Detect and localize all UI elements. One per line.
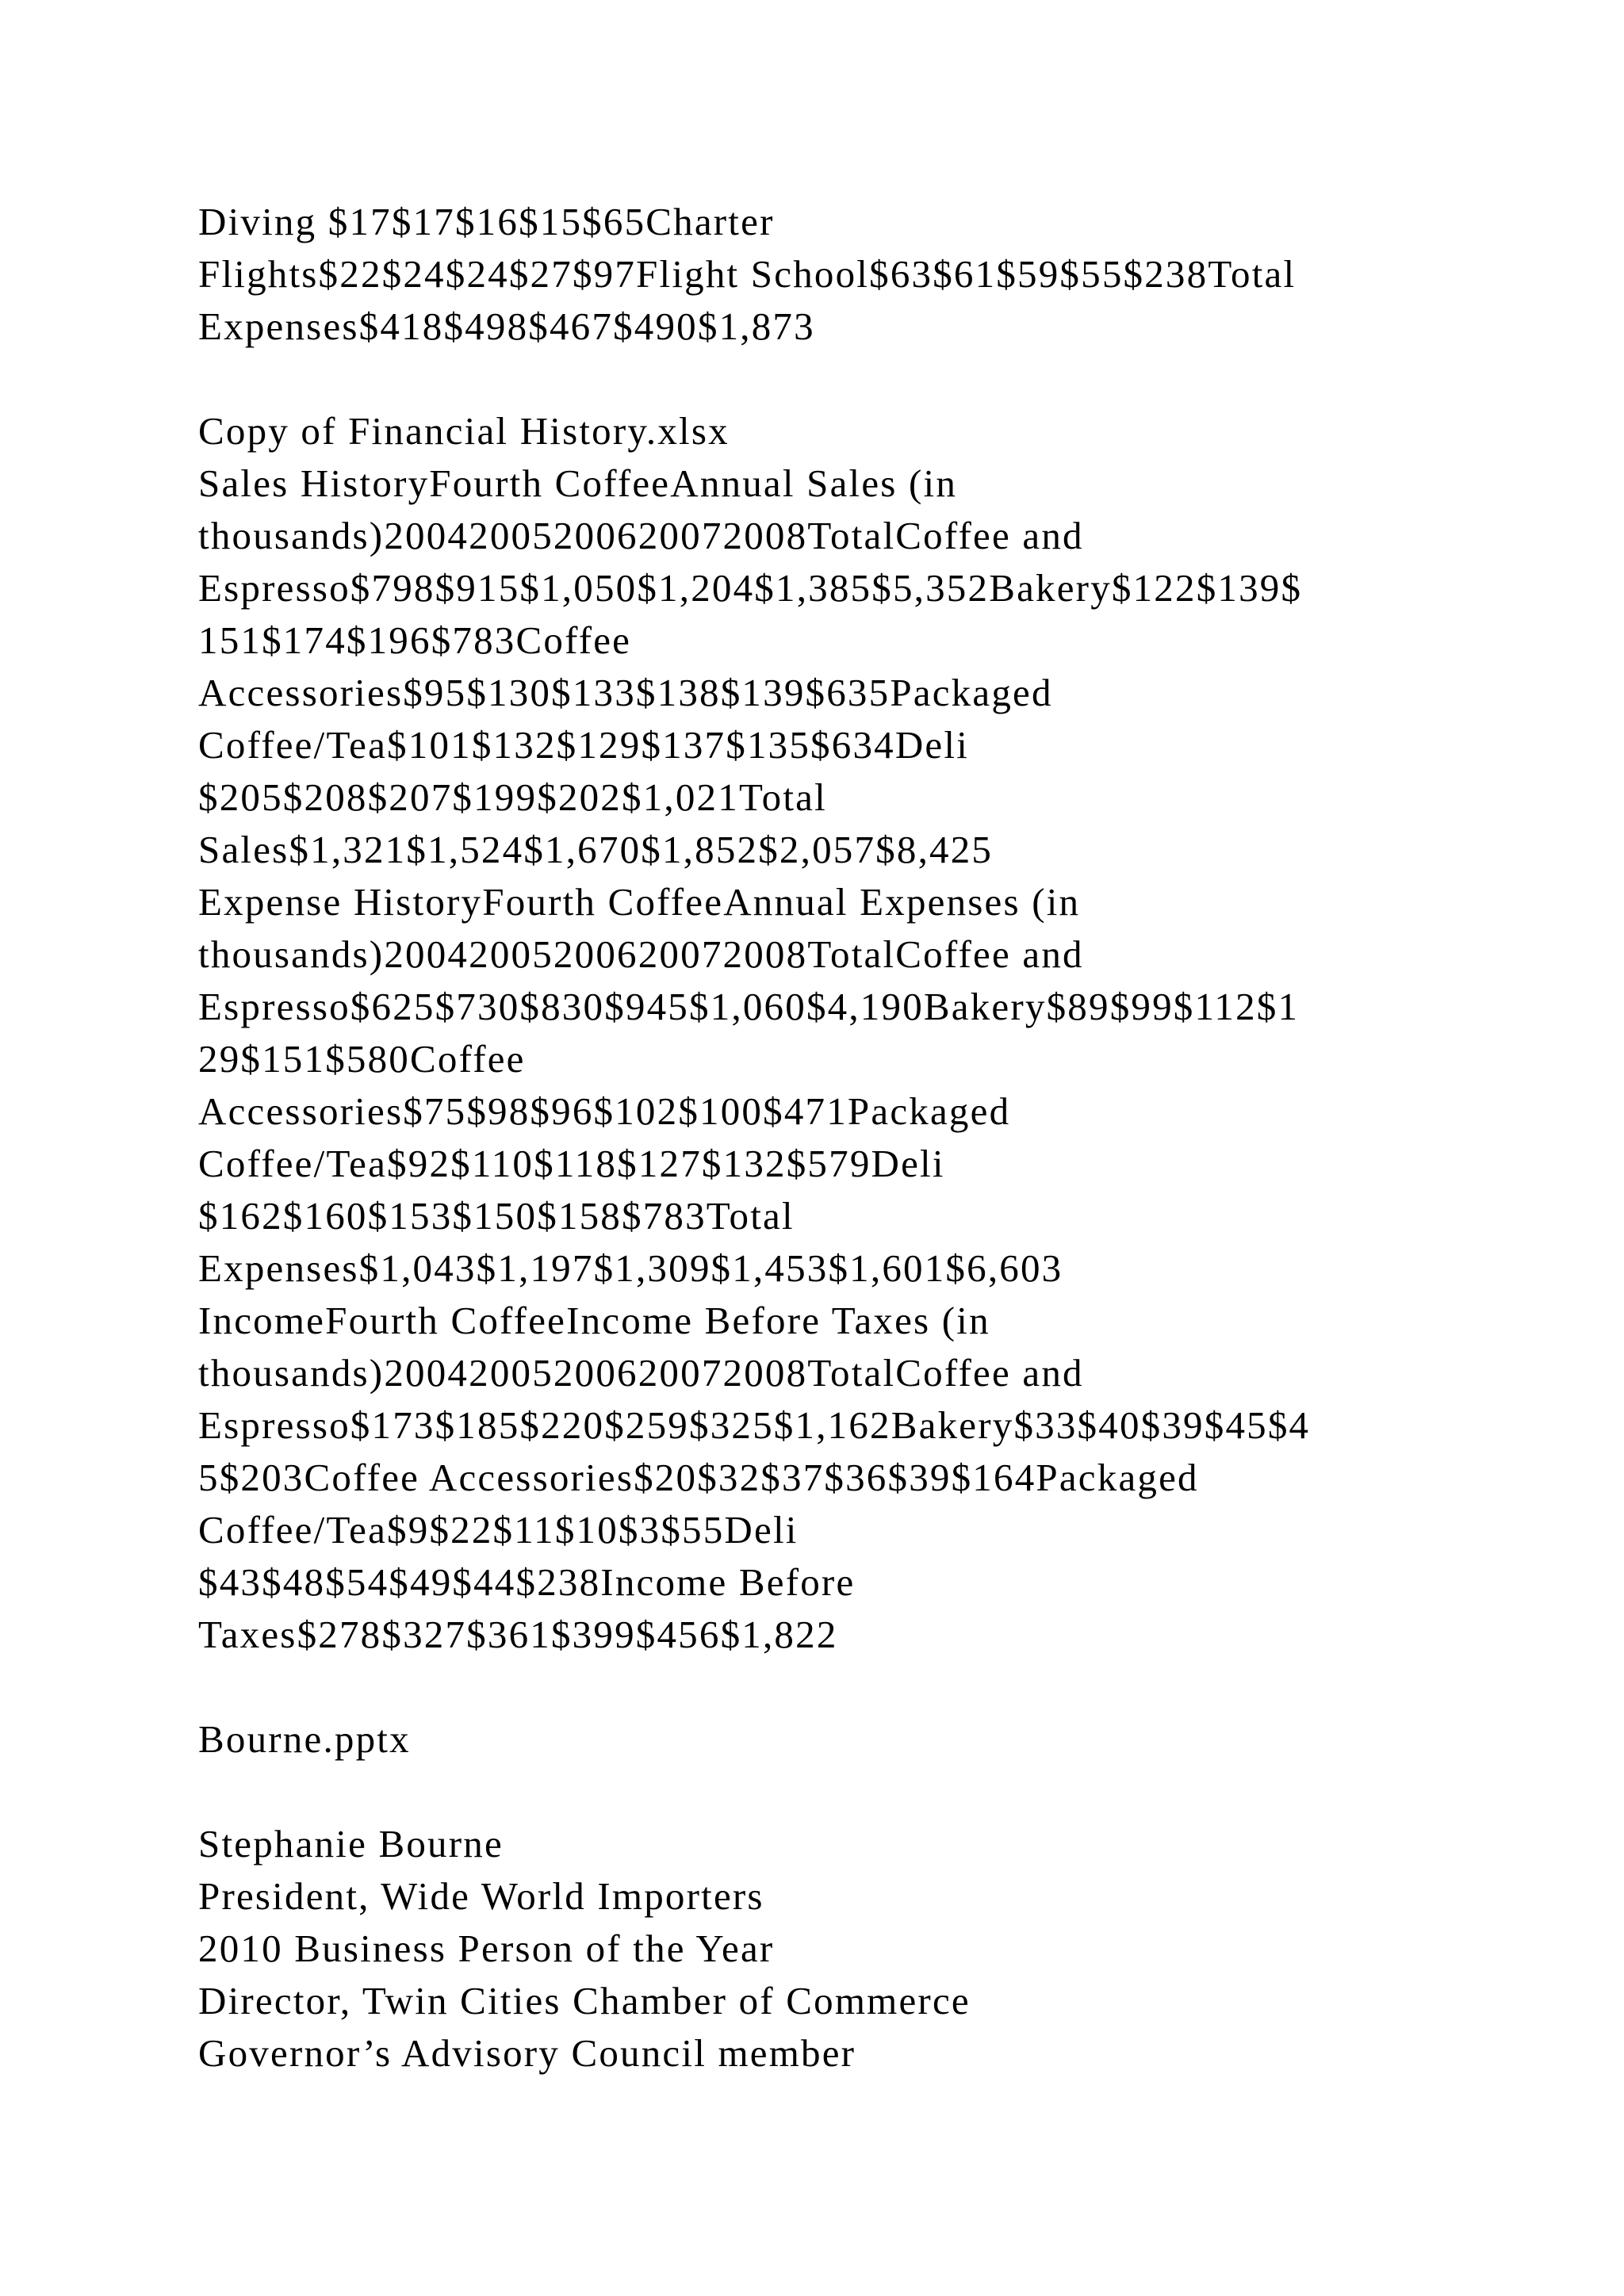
blank-line [198, 1766, 1507, 1818]
blank-line [198, 353, 1507, 405]
text-line: Espresso$798$915$1,050$1,204$1,385$5,352Bakery$122$139$ [198, 566, 1303, 610]
text-line: Sales HistoryFourth CoffeeAnnual Sales (in [198, 461, 958, 505]
text-line: Espresso$625$730$830$945$1,060$4,190Bakery$89$99$112$1 [198, 985, 1300, 1028]
blank-line [198, 1661, 1507, 1713]
text-line: Stephanie Bourne [198, 1822, 504, 1866]
text-line: Bourne.pptx [198, 1717, 411, 1761]
text-line: Diving $17$17$16$15$65Charter [198, 200, 775, 243]
text-line: President, Wide World Importers [198, 1874, 764, 1918]
text-line: Flights$22$24$24$27$97Flight School$63$61$59$55$238Total [198, 252, 1297, 296]
text-line: Espresso$173$185$220$259$325$1,162Bakery$33$40$39$45$4 [198, 1403, 1311, 1447]
text-line: Director, Twin Cities Chamber of Commerce [198, 1979, 971, 2022]
text-line: Copy of Financial History.xlsx [198, 409, 730, 453]
document-body [198, 196, 1507, 2080]
text-line: thousands)20042005200620072008TotalCoffee and [198, 514, 1084, 557]
text-line: $205$208$207$199$202$1,021Total [198, 775, 827, 819]
text-line: 5$203Coffee Accessories$20$32$37$36$39$164Packaged [198, 1456, 1199, 1499]
text-line: Expenses$418$498$467$490$1,873 [198, 304, 815, 348]
text-line: Accessories$95$130$133$138$139$635Packaged [198, 671, 1053, 714]
text-line: Coffee/Tea$101$132$129$137$135$634Deli [198, 723, 970, 767]
text-line: Expense HistoryFourth CoffeeAnnual Expenses (in [198, 880, 1081, 924]
text-line: Governor’s Advisory Council member [198, 2031, 856, 2075]
text-line: Expenses$1,043$1,197$1,309$1,453$1,601$6,603 [198, 1246, 1063, 1290]
text-line: Coffee/Tea$92$110$118$127$132$579Deli [198, 1142, 945, 1185]
text-line: $43$48$54$49$44$238Income Before [198, 1560, 856, 1604]
text-line: IncomeFourth CoffeeIncome Before Taxes (in [198, 1299, 990, 1342]
text-line: Accessories$75$98$96$102$100$471Packaged [198, 1089, 1011, 1133]
text-line: Sales$1,321$1,524$1,670$1,852$2,057$8,425 [198, 828, 994, 871]
text-line: $162$160$153$150$158$783Total [198, 1194, 795, 1238]
text-line: 2010 Business Person of the Year [198, 1927, 775, 1970]
text-line: thousands)20042005200620072008TotalCoffee and [198, 932, 1084, 976]
text-line: thousands)20042005200620072008TotalCoffee and [198, 1351, 1084, 1395]
text-line: Coffee/Tea$9$22$11$10$3$55Deli [198, 1508, 799, 1552]
text-line: 151$174$196$783Coffee [198, 618, 632, 662]
text-line: Taxes$278$327$361$399$456$1,822 [198, 1613, 838, 1656]
text-line: 29$151$580Coffee [198, 1037, 526, 1081]
